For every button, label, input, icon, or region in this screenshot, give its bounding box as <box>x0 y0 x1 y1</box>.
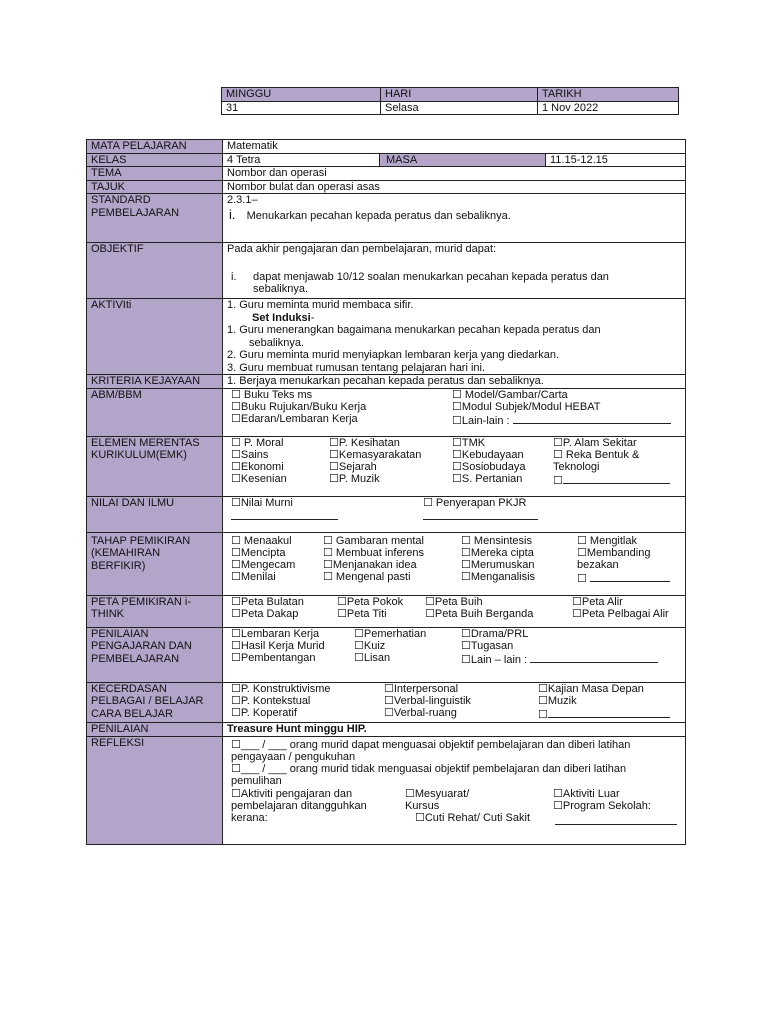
standard-value <box>223 194 686 243</box>
penyerapan-pkjr[interactable]: ☐ Penyerapan PKJR <box>423 496 527 509</box>
aktiviti-line1b: sebaliknya. <box>249 336 305 349</box>
refleksi-menguasai-line2: pengayaan / pengukuhan <box>231 750 356 763</box>
refleksi-label: REFLEKSI <box>87 736 223 844</box>
kelas-label: KELAS <box>87 153 223 167</box>
kec-lain[interactable] <box>538 707 670 722</box>
kec-kajian-masa-depan[interactable]: ☐Kajian Masa Depan <box>538 682 644 695</box>
objektif-intro: Pada akhir pengajaran dan pembelajaran, murid dapat: <box>227 243 497 255</box>
emk-lain[interactable] <box>553 473 670 488</box>
kecerdasan-label-line2: PELBAGAI / BELAJAR <box>91 695 204 707</box>
pdp-tugasan[interactable]: ☐Tugasan <box>461 639 514 652</box>
refleksi-ditangguhkan-line1[interactable]: ☐Aktiviti pengajaran dan <box>231 787 353 800</box>
week-info-table <box>221 87 679 115</box>
emk-ekonomi[interactable]: ☐Ekonomi <box>231 460 284 473</box>
emk-label-line1: ELEMEN MERENTAS <box>91 436 200 449</box>
emk-alam-sekitar[interactable]: ☐P. Alam Sekitar <box>553 436 637 449</box>
tahap-cell <box>223 532 686 595</box>
tahap-mengitlak[interactable]: ☐ Mengitlak <box>577 534 637 547</box>
hari-value: Selasa <box>381 101 538 115</box>
emk-p-kesihatan[interactable]: ☐P. Kesihatan <box>329 436 400 449</box>
tahap-label-line2: (KEMAHIRAN <box>91 547 161 559</box>
peta-buih[interactable]: ☐Peta Buih <box>425 595 483 608</box>
tajuk-value: Nombor bulat dan operasi asas <box>223 180 686 194</box>
emk-lain-box: ☐ <box>553 474 563 487</box>
emk-teknologi: Teknologi <box>553 460 600 473</box>
aktiviti-line3: 3. Guru membuat rumusan tentang pelajaran hari ini. <box>227 361 486 374</box>
pdp-lain-text: ☐Lain – lain : <box>461 653 528 666</box>
tahap-menganalisis[interactable]: ☐Menganalisis <box>461 570 536 583</box>
abm-cell <box>223 388 686 436</box>
penilaian-label: PENILAIAN <box>87 722 223 736</box>
tahap-lain-box: ☐ <box>577 572 587 585</box>
kec-lain-box: ☐ <box>538 708 548 721</box>
nilai-murni-blank[interactable] <box>231 509 338 520</box>
masa-label-text: MASA <box>386 153 418 166</box>
penilaian-pdp-label-line1: PENILAIAN <box>91 627 149 640</box>
abm-lain-blank[interactable] <box>513 413 671 424</box>
mata-pelajaran-label: MATA PELAJARAN <box>87 140 223 154</box>
tahap-label <box>87 532 223 595</box>
tahap-mengecam[interactable]: ☐Mengecam <box>231 558 296 571</box>
aktiviti-line1a: 1. Guru menerangkan bagaimana menukarkan pecahan kepada peratus dan <box>227 324 601 336</box>
peta-cell <box>223 595 686 627</box>
emk-label-line2: KURIKULUM(EMK) <box>91 449 187 461</box>
refleksi-menguasai-line1[interactable]: ☐___ / ___ orang murid dapat menguasai objektif pembelajaran dan diberi latihan <box>231 738 631 751</box>
mata-pelajaran-value: Matematik <box>223 140 686 154</box>
kecerdasan-label <box>87 682 223 722</box>
abm-label: ABM/BBM <box>87 388 223 436</box>
hari-header: HARI <box>381 88 538 102</box>
pdp-lain[interactable] <box>461 652 658 667</box>
penilaian-pdp-cell <box>223 627 686 682</box>
emk-kebudayaan[interactable]: ☐Kebudayaan <box>452 448 524 461</box>
pdp-lembaran-kerja[interactable]: ☐Lembaran Kerja <box>231 627 320 640</box>
refleksi-aktiviti-luar[interactable]: ☐Aktiviti Luar <box>553 787 620 800</box>
standard-label-line1: STANDARD <box>91 194 151 206</box>
abm-item-lain[interactable] <box>452 413 671 428</box>
minggu-value: 31 <box>222 101 381 115</box>
emk-lain-blank[interactable] <box>563 473 670 484</box>
emk-s-pertanian[interactable]: ☐S. Pertanian <box>452 472 523 485</box>
abm-item-buku-teks[interactable]: ☐ Buku Teks ms <box>231 388 313 401</box>
objektif-line1: dapat menjawab 10/12 soalan menukarkan pecahan kepada peratus dan <box>253 270 609 283</box>
kecerdasan-cell <box>223 682 686 722</box>
tarikh-header: TARIKH <box>538 88 679 102</box>
peta-pokok[interactable]: ☐Peta Pokok <box>337 595 404 608</box>
kec-kontekstual[interactable]: ☐P. Kontekstual <box>231 694 311 707</box>
peta-titi[interactable]: ☐Peta Titi <box>337 607 387 620</box>
pdp-pemerhatian[interactable]: ☐Pemerhatian <box>354 627 427 640</box>
emk-label <box>87 436 223 496</box>
tarikh-value: 1 Nov 2022 <box>538 101 679 115</box>
lesson-plan-table <box>86 139 686 845</box>
pkjr-blank[interactable] <box>423 509 538 520</box>
kec-koperatif[interactable]: ☐P. Koperatif <box>231 706 297 719</box>
abm-item-edaran[interactable]: ☐Edaran/Lembaran Kerja <box>231 412 358 425</box>
penilaian-pdp-label-line3: PEMBELAJARAN <box>91 652 180 665</box>
aktiviti-label: AKTIVIti <box>87 299 223 375</box>
objektif-label: OBJEKTIF <box>87 243 223 299</box>
refleksi-mesyuarat[interactable]: ☐Mesyuarat/ <box>405 787 470 800</box>
tahap-mengenal-pasti[interactable]: ☐ Mengenal pasti <box>323 570 411 583</box>
emk-sains[interactable]: ☐Sains <box>231 448 269 461</box>
pdp-pembentangan[interactable]: ☐Pembentangan <box>231 651 316 664</box>
kec-muzik[interactable]: ☐Muzik <box>538 694 577 707</box>
abm-item-lain-text: ☐Lain-lain : <box>452 414 510 427</box>
peta-label <box>87 595 223 627</box>
penilaian-pdp-label-line2: PENGAJARAN DAN <box>91 640 192 652</box>
kec-interpersonal[interactable]: ☐Interpersonal <box>384 682 459 695</box>
abm-item-model[interactable]: ☐ Model/Gambar/Carta <box>452 388 568 401</box>
abm-item-modul[interactable]: ☐Modul Subjek/Modul HEBAT <box>452 400 601 413</box>
objektif-value <box>223 243 686 299</box>
refleksi-cuti[interactable]: ☐Cuti Rehat/ Cuti Sakit <box>415 811 531 824</box>
emk-tmk[interactable]: ☐TMK <box>452 436 486 449</box>
objektif-line2: sebaliknya. <box>253 283 309 295</box>
emk-sejarah[interactable]: ☐Sejarah <box>329 460 377 473</box>
kec-lain-blank[interactable] <box>548 707 670 718</box>
emk-p-moral[interactable]: ☐ P. Moral <box>231 436 284 449</box>
tahap-label-line1: TAHAP PEMIKIRAN <box>91 534 191 547</box>
tahap-menilai[interactable]: ☐Menilai <box>231 570 276 583</box>
peta-bulatan[interactable]: ☐Peta Bulatan <box>231 595 304 608</box>
nilai-label: NILAI DAN ILMU <box>87 496 223 532</box>
tahap-mereka-cipta[interactable]: ☐Mereka cipta <box>461 546 534 559</box>
penilaian-value: Treasure Hunt minggu HIP. <box>223 722 686 736</box>
tema-value: Nombor dan operasi <box>223 167 686 181</box>
emk-kemasyarakatan[interactable]: ☐Kemasyarakatan <box>329 448 422 461</box>
peta-label-line2: THINK <box>91 608 124 620</box>
refleksi-ditangguhkan-line2: pembelajaran ditangguhkan <box>231 799 367 812</box>
nilai-cell <box>223 496 686 532</box>
pdp-lisan[interactable]: ☐Lisan <box>354 651 391 664</box>
kecerdasan-label-line3: CARA BELAJAR <box>91 707 173 720</box>
standard-label <box>87 194 223 243</box>
refleksi-tidak-menguasai-line2: pemulihan <box>231 774 282 787</box>
peta-label-line1: PETA PEMIKIRAN i- <box>91 595 192 608</box>
kelas-value: 4 Tetra <box>223 153 380 167</box>
refleksi-program-sekolah[interactable]: ☐Program Sekolah: <box>553 799 651 812</box>
emk-reka-bentuk[interactable]: ☐ Reka Bentuk & <box>553 448 640 461</box>
abm-item-buku-rujukan[interactable]: ☐Buku Rujukan/Buku Kerja <box>231 400 367 413</box>
tahap-mencipta[interactable]: ☐Mencipta <box>231 546 286 559</box>
refleksi-ditangguhkan-line3: kerana: <box>231 811 268 824</box>
tahap-membanding[interactable]: ☐Membanding <box>577 546 651 559</box>
objektif-num: i. <box>231 270 237 283</box>
tajuk-label: TAJUK <box>87 180 223 194</box>
peta-buih-berganda[interactable]: ☐Peta Buih Berganda <box>425 607 534 620</box>
tahap-label-line3: BERFIKIR) <box>91 559 146 572</box>
refleksi-kursus: Kursus <box>405 799 440 812</box>
standard-text: Menukarkan pecahan kepada peratus dan sebaliknya. <box>246 209 511 222</box>
refleksi-cell <box>223 736 686 844</box>
emk-kesenian[interactable]: ☐Kesenian <box>231 472 287 485</box>
peta-alir[interactable]: ☐Peta Alir <box>572 595 623 608</box>
standard-code: 2.3.1– <box>227 194 258 206</box>
tahap-merumuskan[interactable]: ☐Merumuskan <box>461 558 535 571</box>
aktiviti-line2: 2. Guru meminta murid menyiapkan lembaran kerja yang diedarkan. <box>227 349 559 361</box>
kriteria-value: 1. Berjaya menukarkan pecahan kepada peratus dan sebaliknya. <box>223 375 686 389</box>
tahap-lain[interactable] <box>577 571 670 586</box>
emk-sosiobudaya[interactable]: ☐Sosiobudaya <box>452 460 526 473</box>
penilaian-pdp-label <box>87 627 223 682</box>
kec-verbal-linguistik[interactable]: ☐Verbal-linguistik <box>384 694 471 707</box>
minggu-header: MINGGU <box>222 88 381 102</box>
tahap-bezakan: bezakan <box>577 558 619 571</box>
nilai-murni[interactable]: ☐Nilai Murni <box>231 496 293 509</box>
tahap-mensintesis[interactable]: ☐ Mensintesis <box>461 534 532 547</box>
refleksi-program-blank[interactable] <box>555 814 677 825</box>
tema-label: TEMA <box>87 167 223 181</box>
tahap-gambaran-mental[interactable]: ☐ Gambaran mental <box>323 534 424 547</box>
set-induksi-heading: Set Induksi <box>252 311 311 324</box>
masa-value: 11.15-12.15 <box>546 153 686 167</box>
pdp-kuiz[interactable]: ☐Kuiz <box>354 639 386 652</box>
masa-label <box>380 153 546 167</box>
pdp-lain-blank[interactable] <box>530 652 658 663</box>
set-induksi-dash: - <box>310 311 315 324</box>
standard-label-line2: PEMBELAJARAN <box>91 206 180 219</box>
peta-dakap[interactable]: ☐Peta Dakap <box>231 607 299 620</box>
pdp-drama[interactable]: ☐Drama/PRL <box>461 627 529 640</box>
aktiviti-value <box>223 299 686 375</box>
refleksi-tidak-menguasai-line1[interactable]: ☐___ / ___ orang murid tidak menguasai objektif pembelajaran dan diberi latihan <box>231 762 627 775</box>
tahap-lain-blank[interactable] <box>590 571 670 582</box>
aktiviti-line0: 1. Guru meminta murid membaca sifir. <box>227 299 414 311</box>
standard-num: i. <box>229 206 236 222</box>
emk-p-muzik[interactable]: ☐P. Muzik <box>329 472 380 485</box>
pdp-hasil-kerja[interactable]: ☐Hasil Kerja Murid <box>231 639 325 652</box>
kec-konstruktivisme[interactable]: ☐P. Konstruktivisme <box>231 682 331 695</box>
kec-verbal-ruang[interactable]: ☐Verbal-ruang <box>384 706 457 719</box>
tahap-menaakul[interactable]: ☐ Menaakul <box>231 534 292 547</box>
emk-cell <box>223 436 686 496</box>
tahap-menjanakan-idea[interactable]: ☐Menjanakan idea <box>323 558 417 571</box>
tahap-membuat-inferens[interactable]: ☐ Membuat inferens <box>323 546 424 559</box>
kriteria-label: KRITERIA KEJAYAAN <box>87 375 223 389</box>
peta-pelbagai-alir[interactable]: ☐Peta Pelbagai Alir <box>572 607 669 620</box>
kecerdasan-label-line1: KECERDASAN <box>91 682 167 695</box>
